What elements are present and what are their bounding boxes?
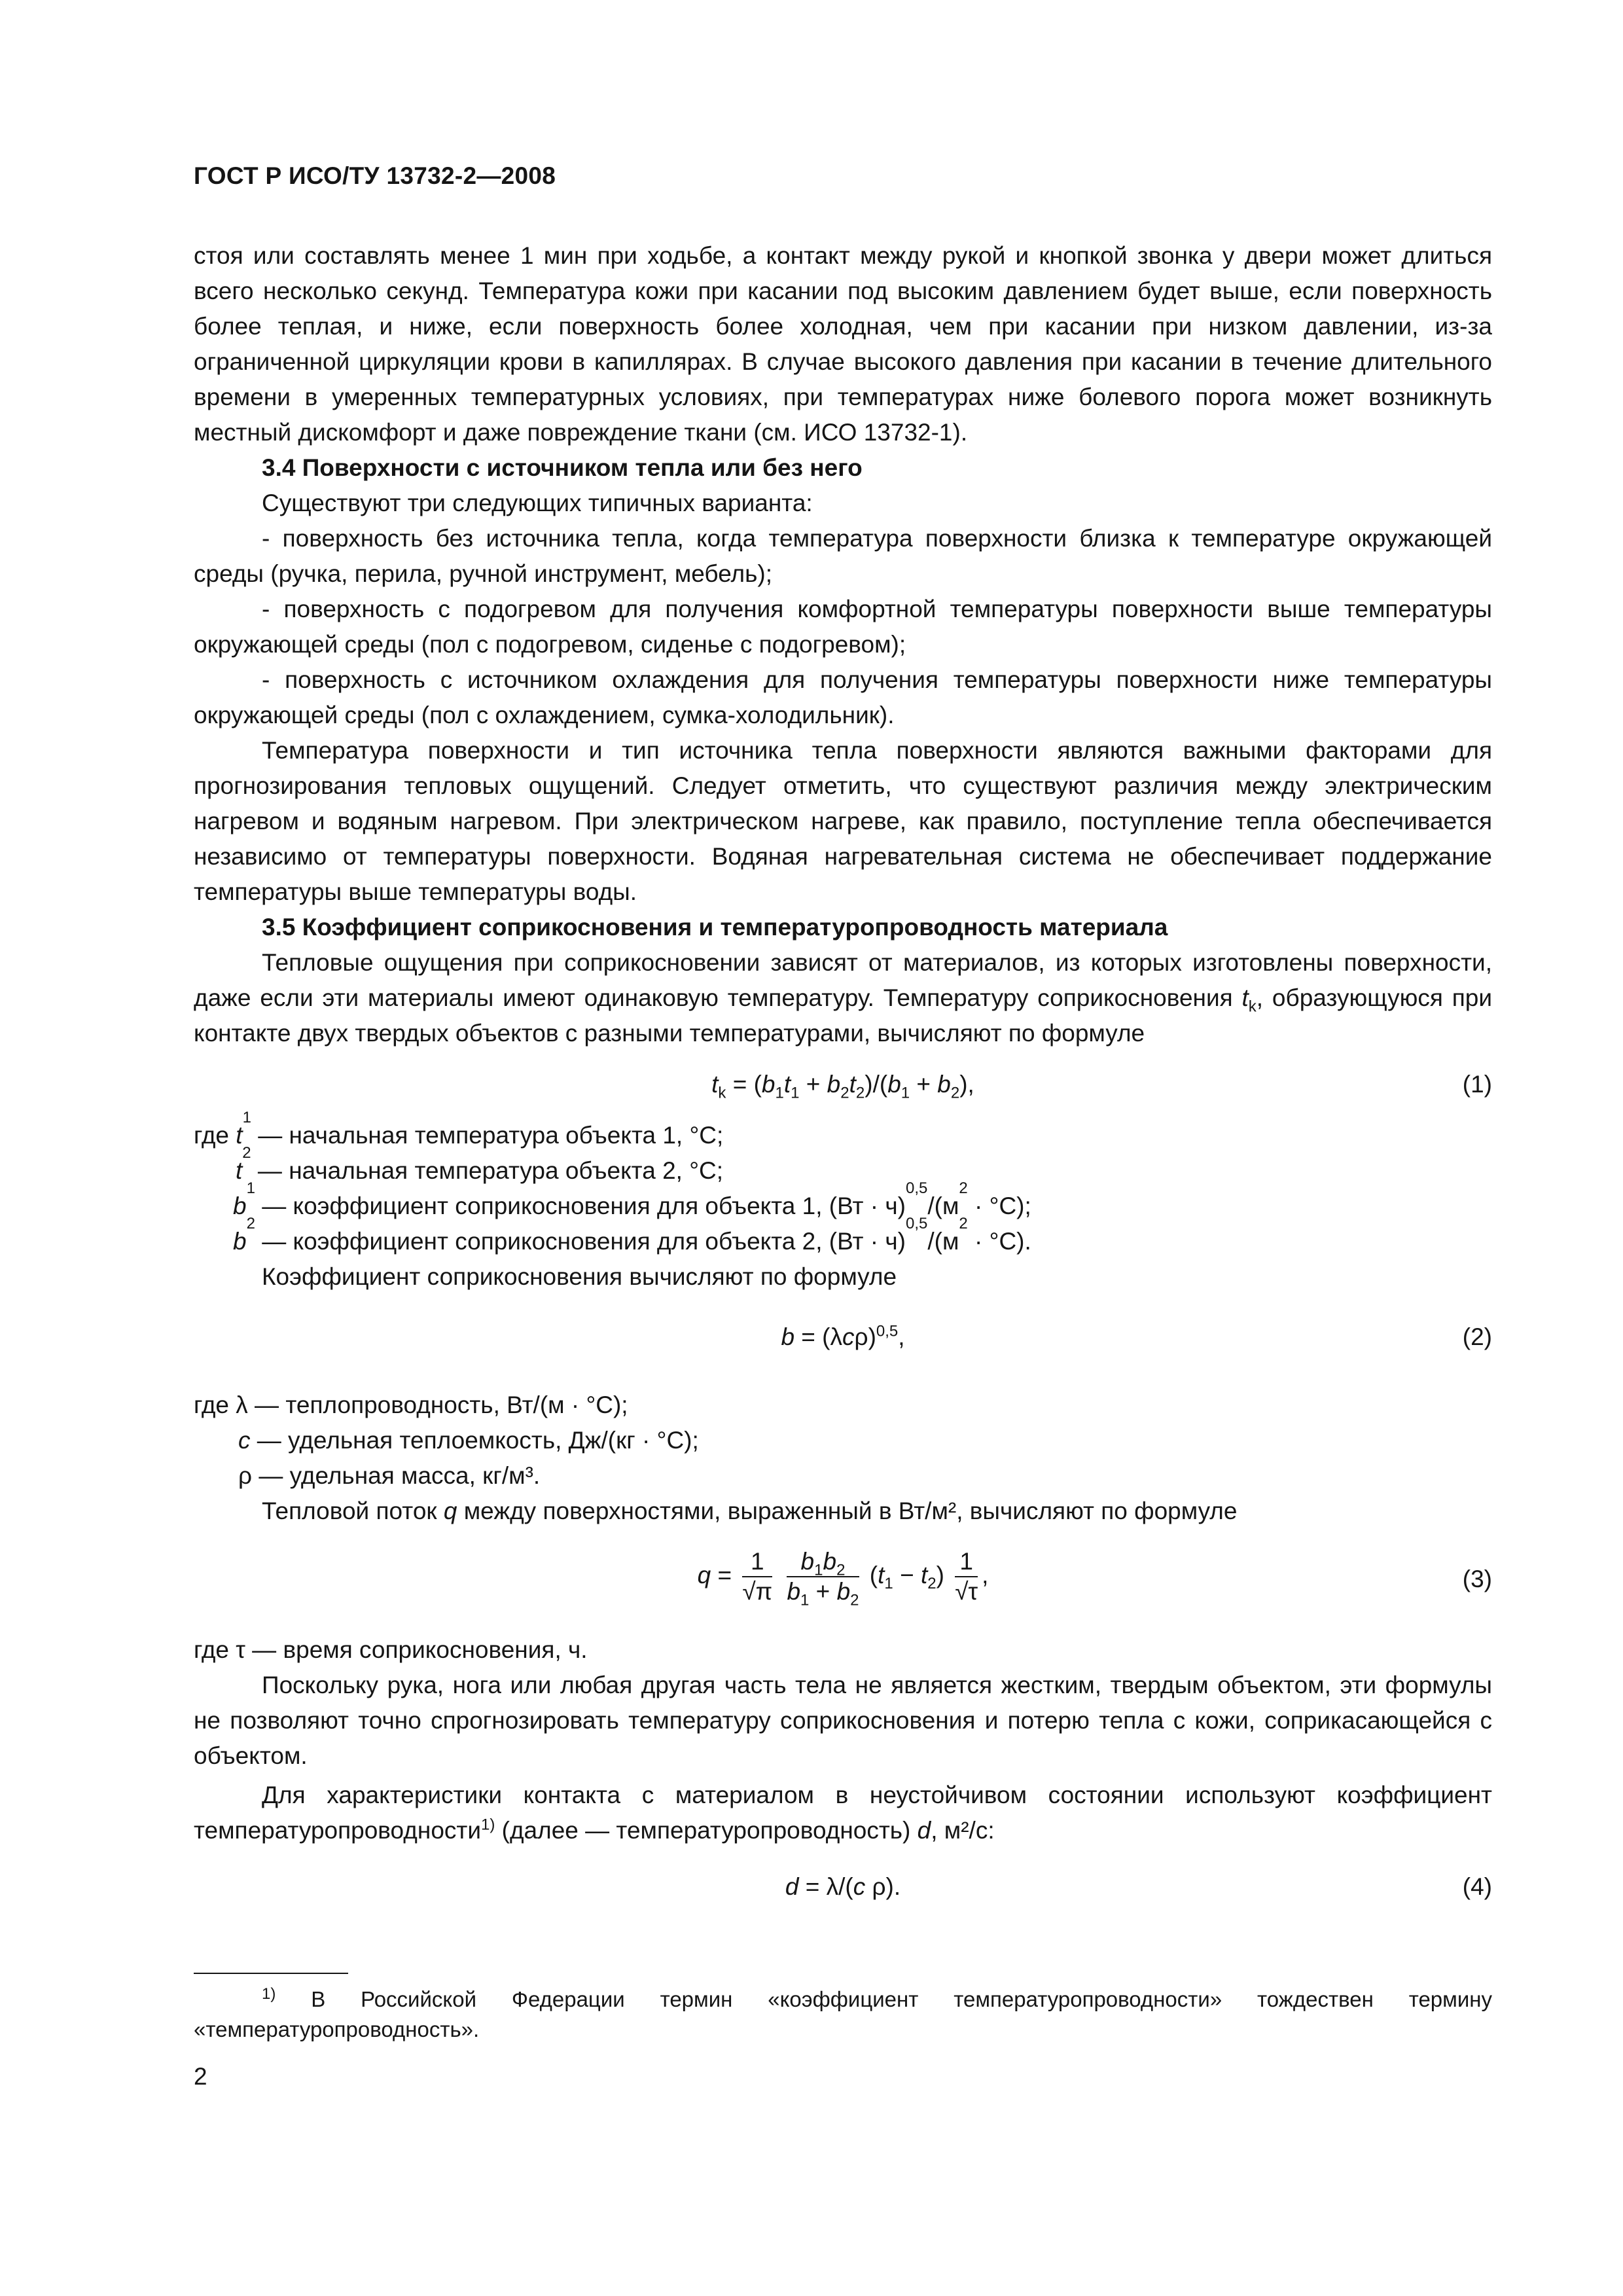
- section-3-5-paragraph-5: Для характеристики контакта с материалом в неустойчивом состоянии используют коэффициент температуропроводности$^{1)}$ (далее — температуропроводность) d, м²/с:: [194, 1782, 1492, 1844]
- formula-2: [194, 1314, 1492, 1377]
- section-3-5-paragraph-3: Тепловой поток q между поверхностями, выраженный в Вт/м², вычисляют по формуле: [262, 1498, 1238, 1524]
- formula-4-expression: d = λ/(c ρ).: [785, 1873, 901, 1900]
- section-3-5-paragraph-2: Коэффициент соприкосновения вычисляют по формуле: [262, 1263, 897, 1290]
- page-number: 2: [194, 2063, 207, 2090]
- document-header: ГОСТ Р ИСО/ТУ 13732-2—2008: [194, 162, 556, 189]
- formula-1-number: (1): [1462, 1071, 1492, 1098]
- definition-row: b 2 — коэффициент соприкосновения для объекта 2, (Вт · ч) 0,5 /(м 2 · °С).: [233, 1215, 1031, 1255]
- definition-row: где λ — теплопроводность, Вт/(м · °С);: [194, 1391, 628, 1418]
- formula-1: [194, 1062, 1492, 1107]
- definition-row: где t 1 — начальная температура объекта 1, °С;: [194, 1109, 724, 1149]
- formula-3: [194, 1537, 1492, 1622]
- definition-row: b 1 — коэффициент соприкосновения для объекта 1, (Вт · ч) 0,5 /(м 2 · °С);: [233, 1179, 1031, 1219]
- definition-row: t 2 — начальная температура объекта 2, °С;: [236, 1144, 723, 1184]
- section-3-4-paragraph: Температура поверхности и тип источника тепла поверхности являются важными факторами для прогнозирования тепловых ощущений. Следует отметить, что существуют различия между электрическим нагревом и водяным нагревом. При электрическом нагреве, как правило, поступление тепла обеспечивается независимо от температуры поверхности. Водяная нагревательная система не обеспечивает поддержание температуры выше температуры воды.: [194, 737, 1492, 905]
- formula-3-definition: где τ — время соприкосновения, ч.: [194, 1636, 588, 1663]
- formula-4-number: (4): [1462, 1873, 1492, 1900]
- definition-row: c — удельная теплоемкость, Дж/(кг · °С);: [238, 1427, 699, 1454]
- list-item: - поверхность без источника тепла, когда температура поверхности близка к температуре окружающей среды (ручка, перила, ручной инструмент, мебель);: [194, 525, 1492, 587]
- formula-4: [194, 1864, 1492, 1910]
- section-3-5-paragraph-4: Поскольку рука, нога или любая другая часть тела не является жестким, твердым объектом, эти формулы не позволяют точно спрогнозировать температуру соприкосновения и потерю тепла с кожи, соприкасающейся с объектом.: [194, 1672, 1492, 1769]
- formula-1-expression: $t_k = (b_1t_1 + b_2t_2)/(b_1 + b_2)$,: [711, 1071, 974, 1102]
- document-body: [194, 238, 1492, 1920]
- formula-2-definitions: [194, 1388, 1492, 1494]
- definition-row: ρ — удельная масса, кг/м³.: [238, 1462, 541, 1489]
- section-3-5-heading: 3.5 Коэффициент соприкосновения и температуропроводность материала: [262, 914, 1168, 941]
- list-item: - поверхность с подогревом для получения комфортной температуры поверхности выше температуры окружающей среды (пол с подогревом, сиденье с подогревом);: [194, 596, 1492, 658]
- formula-2-expression: $b = (\lambda c\rho)^{0,5}$,: [781, 1322, 905, 1350]
- list-item: - поверхность с источником охлаждения для получения температуры поверхности ниже температуры окружающей среды (пол с охлаждением, сумка-холодильник).: [194, 666, 1492, 728]
- section-3-5-paragraph-1: Тепловые ощущения при соприкосновении зависят от материалов, из которых изготовлены поверхности, даже если эти материалы имеют одинаковую температуру. Температуру соприкосновения $t_k$, образующуюся при контакте двух твердых объектов с разными температурами, вычисляют по формуле: [194, 949, 1492, 1047]
- section-3-4-lead: Существуют три следующих типичных варианта:: [262, 490, 813, 516]
- section-3-4-heading: 3.4 Поверхности с источником тепла или без него: [262, 454, 863, 481]
- intro-paragraph: стоя или составлять менее 1 мин при ходьбе, а контакт между рукой и кнопкой звонка у двери может длиться всего несколько секунд. Температура кожи при касании под высоким давлением будет выше, если поверхность более теплая, и ниже, если поверхность более холодная, чем при касании при низком давлении, из-за ограниченной циркуляции крови в капиллярах. В случае высокого давления при касании в течение длительного времени в умеренных температурных условиях, при температурах ниже болевого порога может возникнуть местный дискомфорт и даже повреждение ткани (см. ИСО 13732-1).: [194, 242, 1492, 446]
- footnote: $^{1)}$ В Российской Федерации термин «коэффициент температуропроводности» тождествен термину «температуропроводность».: [194, 1985, 1492, 2041]
- formula-2-number: (2): [1462, 1323, 1492, 1350]
- formula-1-definitions: [194, 1109, 1492, 1259]
- formula-3-number: (3): [1462, 1566, 1492, 1592]
- formula-3-expression: q = $\frac{1}{√\pi}$ $\frac{b_1b_2}{b_1 + b_2}$ $(t_1 - t_2)$ $\frac{1}{√\tau}$ ,: [697, 1548, 989, 1609]
- footnote-divider: [194, 1973, 348, 1974]
